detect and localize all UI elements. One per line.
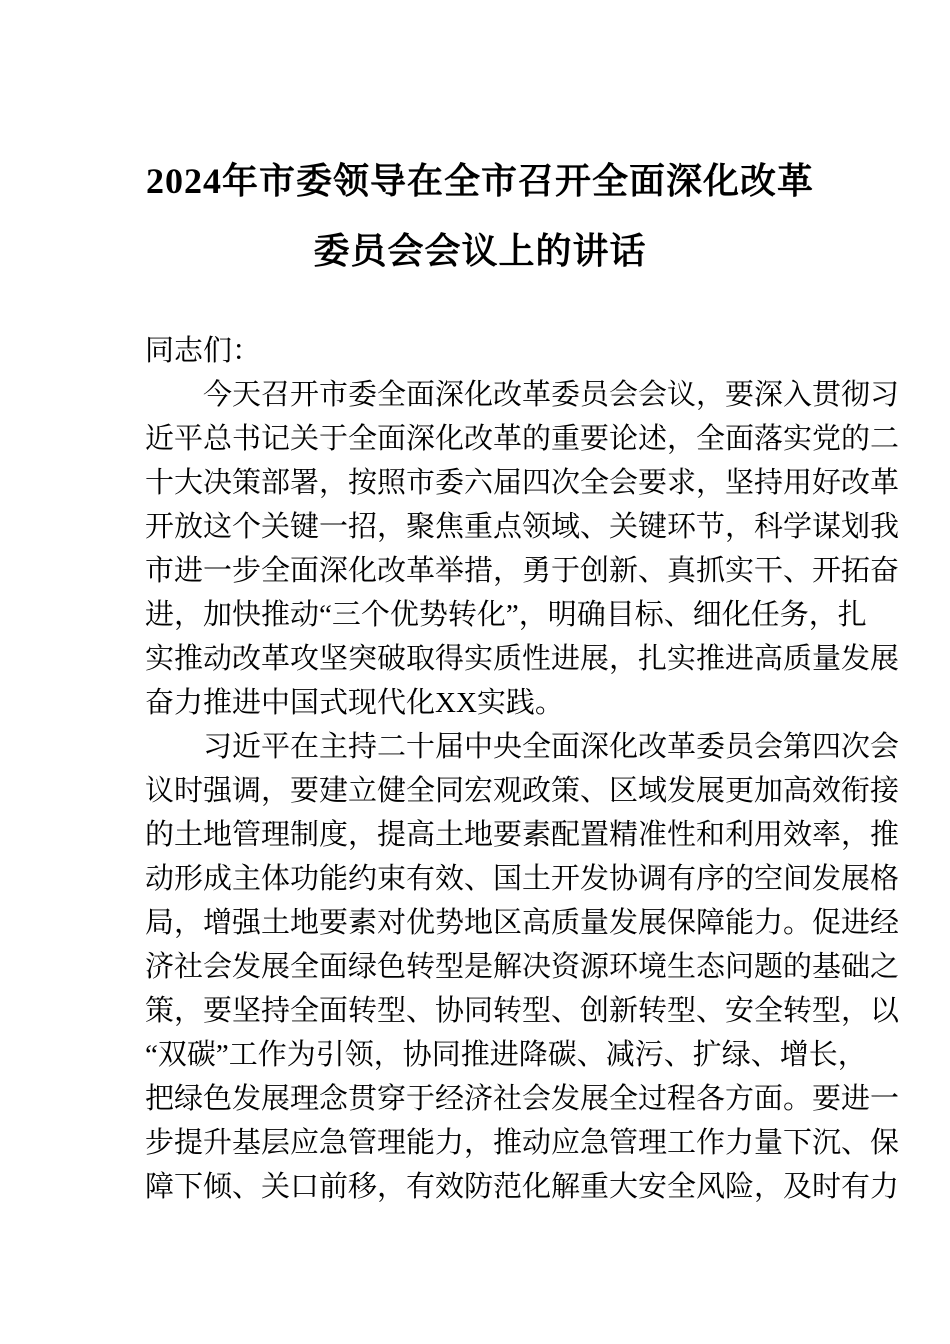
document-title [145, 146, 815, 286]
document-title-line-2: 委员会会议上的讲话 [313, 231, 647, 271]
paragraph-2-line-9: 把绿色发展理念贯穿于经济社会发展全过程各方面。要进一 [145, 1083, 900, 1115]
salutation-line: 同志们： [145, 335, 262, 367]
paragraph-2-line-5: 局，增强土地要素对优势地区高质量发展保障能力。促进经 [145, 907, 900, 939]
paragraph-1-line-4: 开放这个关键一招，聚焦重点领域、关键环节，科学谋划我 [145, 511, 900, 543]
document-content [145, 0, 900, 1209]
paragraph-1-line-6: 进，加快推动“三个优势转化”，明确目标、细化任务，扎 [145, 599, 867, 631]
paragraph-2-line-3: 的土地管理制度，提高土地要素配置精准性和利用效率，推 [145, 819, 900, 851]
paragraph-1-line-7: 实推动改革攻坚突破取得实质性进展，扎实推进高质量发展 [145, 643, 900, 675]
paragraph-1-line-5: 市进一步全面深化改革举措，勇于创新、真抓实干、开拓奋 [145, 555, 900, 587]
paragraph-1-line-3: 十大决策部署，按照市委六届四次全会要求，坚持用好改革 [145, 467, 900, 499]
document-title-line-1: 2024年市委领导在全市召开全面深化改革 [145, 161, 814, 201]
paragraph-1-line-1: 今天召开市委全面深化改革委员会会议，要深入贯彻习 [203, 379, 900, 411]
paragraph-2-line-4: 动形成主体功能约束有效、国土开发协调有序的空间发展格 [145, 863, 900, 895]
paragraph-2-line-11: 障下倾、关口前移，有效防范化解重大安全风险，及时有力 [145, 1171, 900, 1203]
paragraph-2-line-8: “双碳”工作为引领，协同推进降碳、减污、扩绿、增长， [145, 1039, 867, 1071]
document-body [145, 329, 900, 1209]
paragraph-1-line-8: 奋力推进中国式现代化XX实践。 [145, 687, 564, 719]
paragraph-2-line-1: 习近平在主持二十届中央全面深化改革委员会第四次会 [203, 731, 900, 763]
paragraph-2-line-2: 议时强调，要建立健全同宏观政策、区域发展更加高效衔接 [145, 775, 900, 807]
paragraph-1-line-2: 近平总书记关于全面深化改革的重要论述，全面落实党的二 [145, 423, 900, 455]
paragraph-2-line-10: 步提升基层应急管理能力，推动应急管理工作力量下沉、保 [145, 1127, 900, 1159]
paragraph-2-line-6: 济社会发展全面绿色转型是解决资源环境生态问题的基础之 [145, 951, 900, 983]
paragraph-2-line-7: 策，要坚持全面转型、协同转型、创新转型、安全转型，以 [145, 995, 900, 1027]
